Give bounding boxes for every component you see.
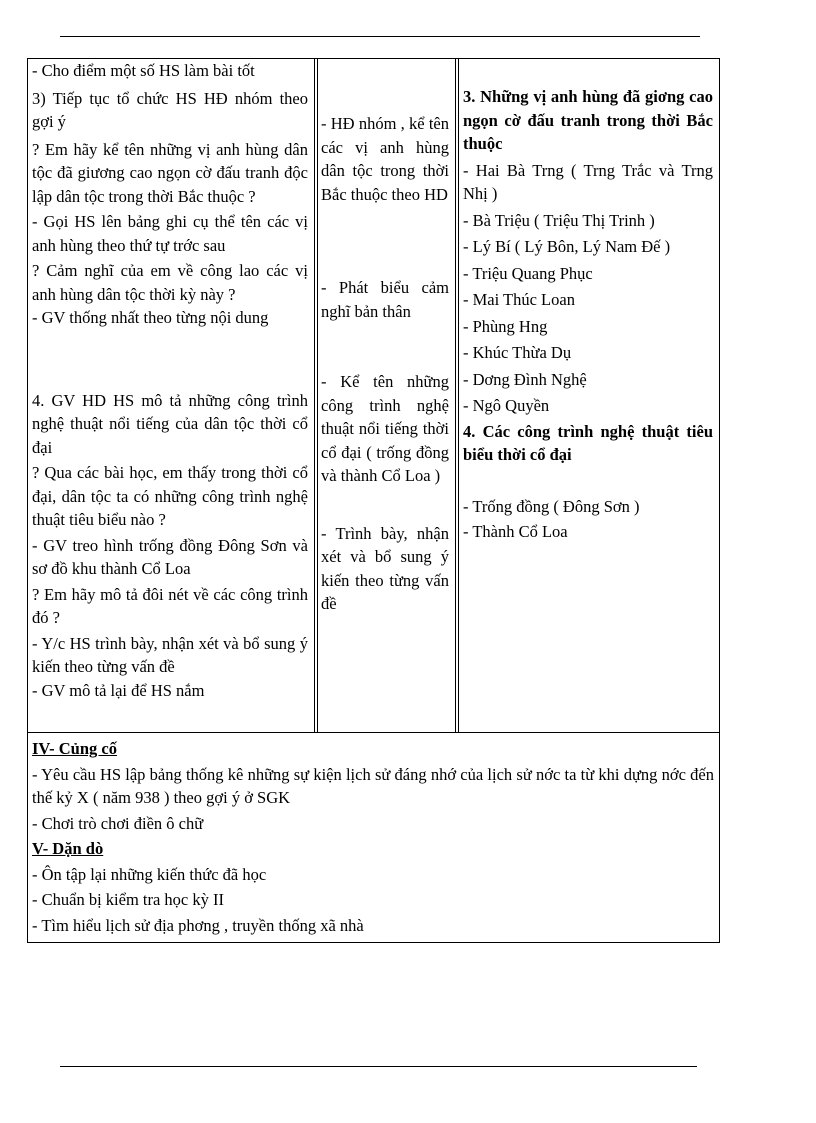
header-rule: [60, 36, 700, 37]
hero-7: - Khúc Thừa Dụ: [463, 343, 572, 362]
left-para-5: ? Cảm nghĩ của em về công lao các vị anh hùng dân tộc thời kỳ này ?: [32, 261, 308, 304]
teacher-activity-column: [32, 59, 308, 702]
column-divider-1a: [314, 58, 315, 733]
student-activity-column: [321, 112, 449, 616]
mid-para-2: - Phát biểu cảm nghĩ bản thân: [321, 278, 449, 321]
column-divider-2b: [458, 58, 459, 733]
content-column: [463, 85, 713, 544]
art-work-1: - Trống đồng ( Đông Sơn ): [463, 496, 640, 516]
mid-para-4: - Trình bày, nhận xét và bổ sung ý kiến theo từng vấn đề: [321, 523, 449, 613]
hero-8: - Dơng Đình Nghệ: [463, 369, 587, 389]
consolidate-item-2: - Chơi trò chơi điền ô chữ: [32, 813, 204, 833]
hero-4: - Triệu Quang Phục: [463, 263, 593, 283]
homework-item-2: - Chuẩn bị kiểm tra học kỳ II: [32, 890, 224, 909]
left-para-1: - Cho điểm một số HS làm bài tốt: [32, 61, 255, 80]
table-row-divider: [27, 732, 720, 733]
table-border-right: [719, 58, 720, 943]
hero-5: - Mai Thúc Loan: [463, 290, 575, 309]
left-para-8: ? Qua các bài học, em thấy trong thời cổ đại, dân tộc ta có những công trình nghệ thuật tiêu biểu nào ?: [32, 463, 308, 529]
hero-1: - Hai Bà Trng ( Trng Trắc và Trng Nhị ): [463, 160, 713, 203]
column-divider-2a: [455, 58, 456, 733]
left-para-9: - GV treo hình trống đồng Đông Sơn và sơ đồ khu thành Cổ Loa: [32, 535, 308, 578]
left-para-6: - GV thống nhất theo từng nội dung: [32, 308, 269, 327]
heading-art-works: 4. Các công trình nghệ thuật tiêu biểu thời cổ đại: [463, 421, 713, 464]
homework-title: V- Dặn dò: [32, 839, 104, 858]
mid-para-1: - HĐ nhóm , kể tên các vị anh hùng dân tộc trong thời Bắc thuộc theo HD: [321, 114, 449, 204]
hero-9: - Ngô Quyền: [463, 396, 550, 415]
hero-3: - Lý Bí ( Lý Bôn, Lý Nam Đế ): [463, 237, 671, 256]
left-para-2: 3) Tiếp tục tổ chức HS HĐ nhóm theo gợi ý: [32, 88, 308, 131]
hero-2: - Bà Triệu ( Triệu Thị Trinh ): [463, 210, 655, 230]
mid-para-3: - Kể tên những công trình nghệ thuật nổi tiếng thời cổ đại ( trống đồng và thành Cổ Loa ): [321, 372, 449, 485]
consolidate-title: IV- Củng cố: [32, 739, 117, 758]
footer-rule: [60, 1066, 697, 1067]
heading-heroes: 3. Những vị anh hùng đã giơng cao ngọn cờ đấu tranh trong thời Bắc thuộc: [463, 87, 713, 153]
summary-section: [32, 737, 714, 937]
left-para-11: - Y/c HS trình bày, nhận xét và bổ sung ý kiến theo từng vấn đề: [32, 633, 308, 676]
homework-item-1: - Ôn tập lại những kiến thức đã học: [32, 864, 267, 884]
left-para-12: - GV mô tả lại để HS nắm: [32, 680, 205, 700]
consolidate-item-1: - Yêu cầu HS lập bảng thống kê những sự kiện lịch sử đáng nhớ của lịch sử nớc ta từ khi dựng nớc đến thế kỷ X ( năm 938 ) theo gợi ý ở SGK: [32, 764, 714, 807]
homework-item-3: - Tìm hiểu lịch sử địa phơng , truyền thống xã nhà: [32, 915, 364, 935]
table-border-bottom: [27, 942, 720, 943]
art-work-2: - Thành Cổ Loa: [463, 522, 568, 541]
left-para-7: 4. GV HD HS mô tả những công trình nghệ thuật nổi tiếng của dân tộc thời cổ đại: [32, 390, 308, 457]
left-para-4: - Gọi HS lên bảng ghi cụ thể tên các vị anh hùng theo thứ tự trớc sau: [32, 212, 308, 255]
column-divider-1b: [317, 58, 318, 733]
left-para-10: ? Em hãy mô tả đôi nét về các công trình đó ?: [32, 584, 308, 627]
hero-6: - Phùng Hng: [463, 316, 548, 336]
left-para-3: ? Em hãy kể tên những vị anh hùng dân tộc đã giương cao ngọn cờ đấu tranh độc lập dân tộc trong thời Bắc thuộc ?: [32, 139, 308, 206]
table-border-left: [27, 58, 28, 943]
